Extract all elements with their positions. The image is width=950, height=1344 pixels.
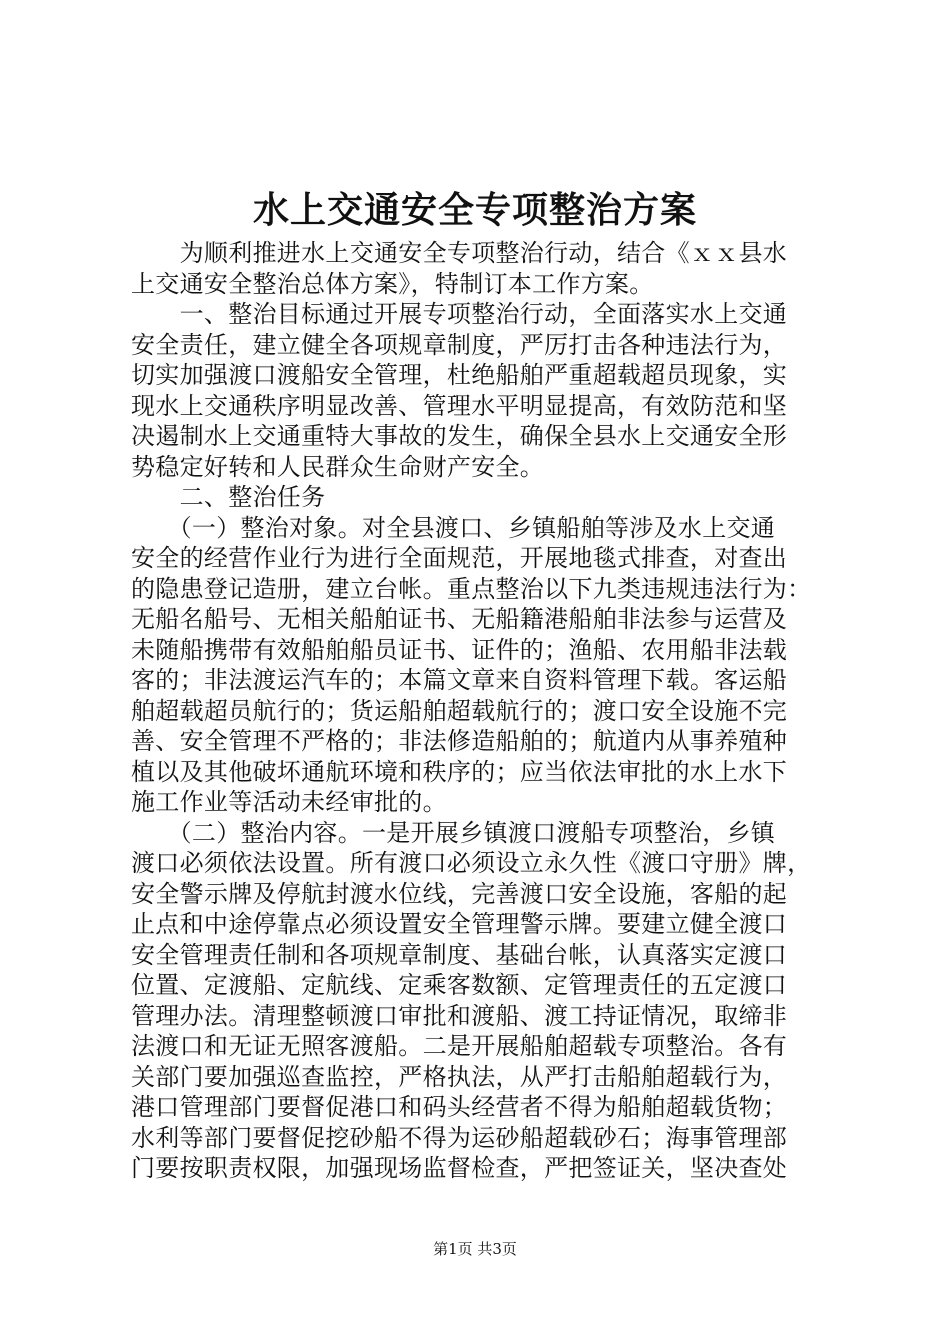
document-body: [131, 238, 831, 1184]
text-line: 势稳定好转和人民群众生命财产安全。: [131, 452, 545, 481]
text-line: 切实加强渡口渡船安全管理，杜绝船舶严重超载超员现象，实: [131, 361, 788, 389]
text-line: 门要按职责权限，加强现场监督检查，严把签证关，坚决查处: [131, 1154, 788, 1182]
text-line: （二）整治内容。一是开展乡镇渡口渡船专项整治，乡镇: [131, 818, 776, 847]
text-line: 无船名船号、无相关船舶证书、无船籍港船舶非法参与运营及: [131, 605, 788, 633]
text-line: 位置、定渡船、定航线、定乘客数额、定管理责任的五定渡口: [131, 971, 788, 999]
text-line: 安全管理责任制和各项规章制度、基础台帐，认真落实定渡口: [131, 940, 788, 969]
text-line: 为顺利推进水上交通安全专项整治行动，结合《ｘｘ县水: [131, 239, 788, 267]
text-line: 现水上交通秩序明显改善、管理水平明显提高，有效防范和坚: [131, 391, 788, 420]
text-line: 一、整治目标通过开展专项整治行动，全面落实水上交通: [131, 300, 788, 328]
text-line: 法渡口和无证无照客渡船。二是开展船舶超载专项整治。各有: [131, 1032, 788, 1060]
page-footer: 第1页 共3页: [433, 1240, 517, 1258]
text-line: 管理办法。清理整顿渡口审批和渡船、渡工持证情况，取缔非: [131, 1001, 788, 1030]
text-line: 善、安全管理不严格的；非法修造船舶的；航道内从事养殖种: [131, 727, 788, 755]
text-line: 决遏制水上交通重特大事故的发生，确保全县水上交通安全形: [131, 422, 788, 450]
text-line: 客的；非法渡运汽车的；本篇文章来自资料管理下载。客运船: [131, 666, 788, 694]
page-title: 水上交通安全专项整治方案: [252, 189, 697, 231]
text-line: 安全责任，建立健全各项规章制度，严厉打击各种违法行为，: [131, 330, 788, 359]
text-line: 安全的经营作业行为进行全面规范，开展地毯式排查，对查出: [131, 544, 788, 572]
text-line: 港口管理部门要督促港口和码头经营者不得为船舶超载货物；: [131, 1093, 788, 1121]
text-line: 渡口必须依法设置。所有渡口必须设立永久性《渡口守册》牌，: [131, 849, 812, 877]
text-line: 舶超载超员航行的；货运船舶超载航行的；渡口安全设施不完: [131, 696, 788, 725]
text-line: 的隐患登记造册，建立台帐。重点整治以下九类违规违法行为：: [131, 574, 812, 603]
text-line: 二、整治任务: [131, 483, 326, 511]
text-line: 水利等部门要督促挖砂船不得为运砂船超载砂石；海事管理部: [131, 1123, 788, 1152]
text-line: 安全警示牌及停航封渡水位线，完善渡口安全设施，客船的起: [131, 879, 788, 908]
text-line: 植以及其他破坏通航环境和秩序的；应当依法审批的水上水下: [131, 757, 788, 786]
text-line: （一）整治对象。对全县渡口、乡镇船舶等涉及水上交通: [131, 513, 776, 542]
text-line: 止点和中途停靠点必须设置安全管理警示牌。要建立健全渡口: [131, 910, 788, 938]
text-line: 上交通安全整治总体方案》，特制订本工作方案。: [131, 269, 654, 298]
text-line: 关部门要加强巡查监控，严格执法，从严打击船舶超载行为，: [131, 1062, 788, 1091]
text-line: 施工作业等活动未经审批的。: [131, 788, 447, 816]
text-line: 未随船携带有效船舶船员证书、证件的；渔船、农用船非法载: [131, 635, 788, 664]
